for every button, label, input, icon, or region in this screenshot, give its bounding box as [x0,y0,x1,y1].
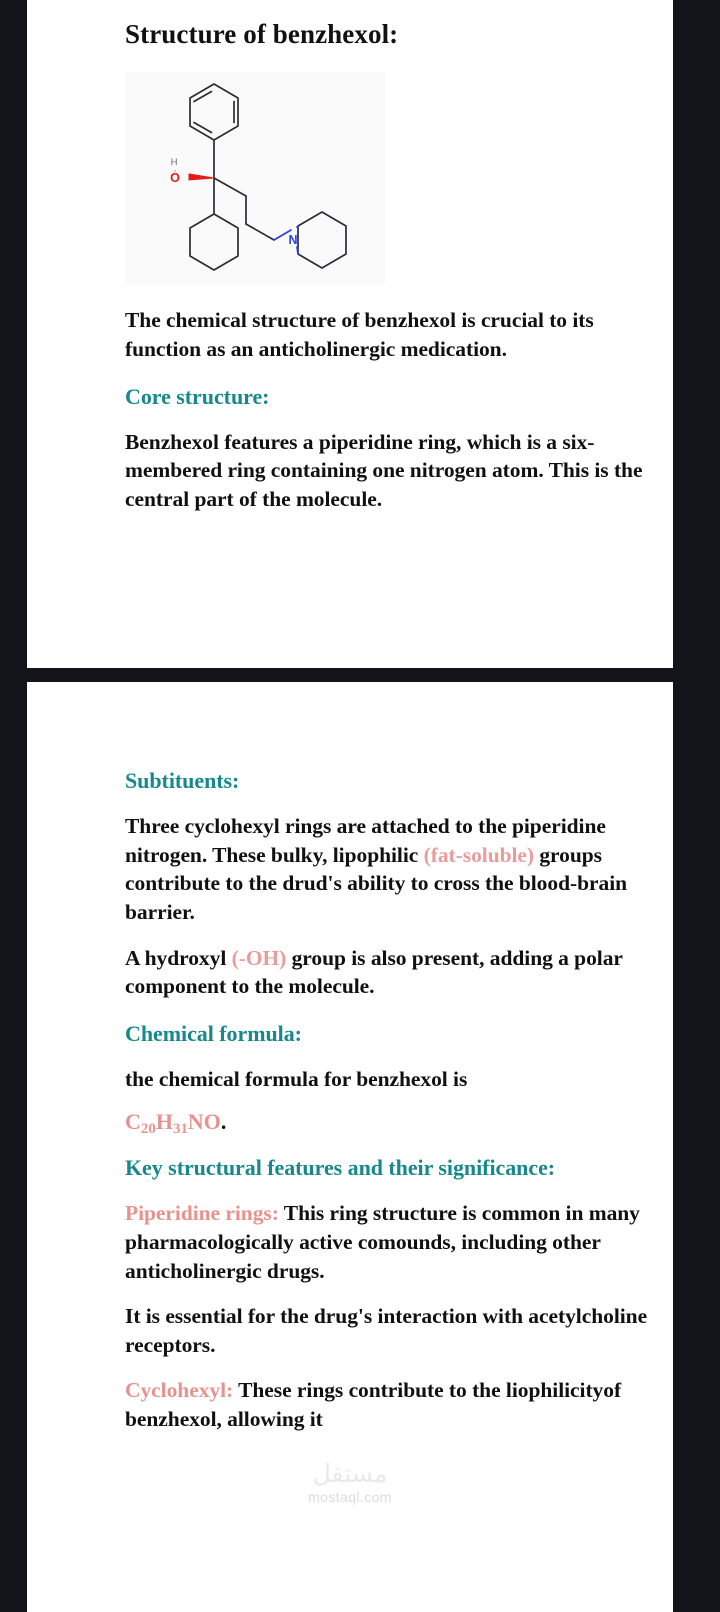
formula-carbon-count: 20 [140,1120,156,1137]
formula-hydrogen-count: 31 [172,1120,188,1137]
key-features-heading: Key structural features and their significance: [125,1155,556,1181]
watermark [27,1460,673,1534]
formula-period: . [220,1108,227,1134]
formula-tail: NO [187,1108,221,1134]
core-structure-paragraph: Benzhexol features a piperidine ring, which is a six-membered ring containing one nitrogen atom. This is the central part of the molecule. [125,429,643,512]
watermark-domain: mostaql.com [308,1489,392,1506]
substituents-p1-text-b: groups contribute to the drud's ability to cross the blood-brain barrier. [125,842,628,925]
formula-hydrogen: H [155,1108,173,1134]
substituents-heading: Subtituents: [125,768,240,793]
cyclohexyl-text: These rings contribute to the liophilicityof benzhexol, allowing it [125,1378,622,1431]
intro-paragraph: The chemical structure of benzhexol is crucial to its function as an anticholinergic medication. [125,308,594,361]
fat-soluble-accent: (fat-soluble) [423,842,535,867]
cyclohexyl-paragraph [125,1376,655,1433]
cyclohexyl-label: Cyclohexyl: [125,1378,234,1403]
oxygen-label: O [170,171,180,186]
substituents-p1-text-a: Three cyclohexyl rings are attached to the piperidine nitrogen. These bulky, lipophilic [125,814,606,867]
substituents-paragraph-1 [125,812,655,926]
formula-lead-paragraph: the chemical formula for benzhexol is [125,1067,468,1092]
substituents-p2-text-b: group is also present, adding a polar component to the molecule. [125,945,623,999]
substituents-paragraph-2 [125,944,655,1001]
piperidine-text: This ring structure is common in many pharmacologically active comounds, including other anticholinergic drugs. [125,1201,640,1283]
page-title: Structure of benzhexol: [125,19,399,49]
nitrogen-label: N [288,233,298,248]
piperidine-paragraph [125,1199,655,1285]
hydroxyl-accent: (-OH) [231,945,287,970]
essential-paragraph: It is essential for the drug's interaction with acetylcholine receptors. [125,1304,648,1357]
chemical-formula [125,1108,655,1136]
benzhexol-structure-svg [125,72,385,284]
document-card-1 [27,0,673,668]
structure-figure [125,72,655,284]
substituents-p2-text-a: A hydroxyl [125,945,232,970]
piperidine-label: Piperidine rings: [125,1201,279,1226]
benzhexol-structure-image [125,72,385,284]
watermark-arabic-logo: مستقل [312,1458,388,1488]
formula-carbon: C [125,1108,141,1134]
document-card-2 [27,682,673,1612]
core-structure-heading: Core structure: [125,383,270,409]
chemical-formula-heading: Chemical formula: [125,1020,302,1046]
card-divider [0,668,720,682]
hydrogen-label: H [170,157,178,169]
